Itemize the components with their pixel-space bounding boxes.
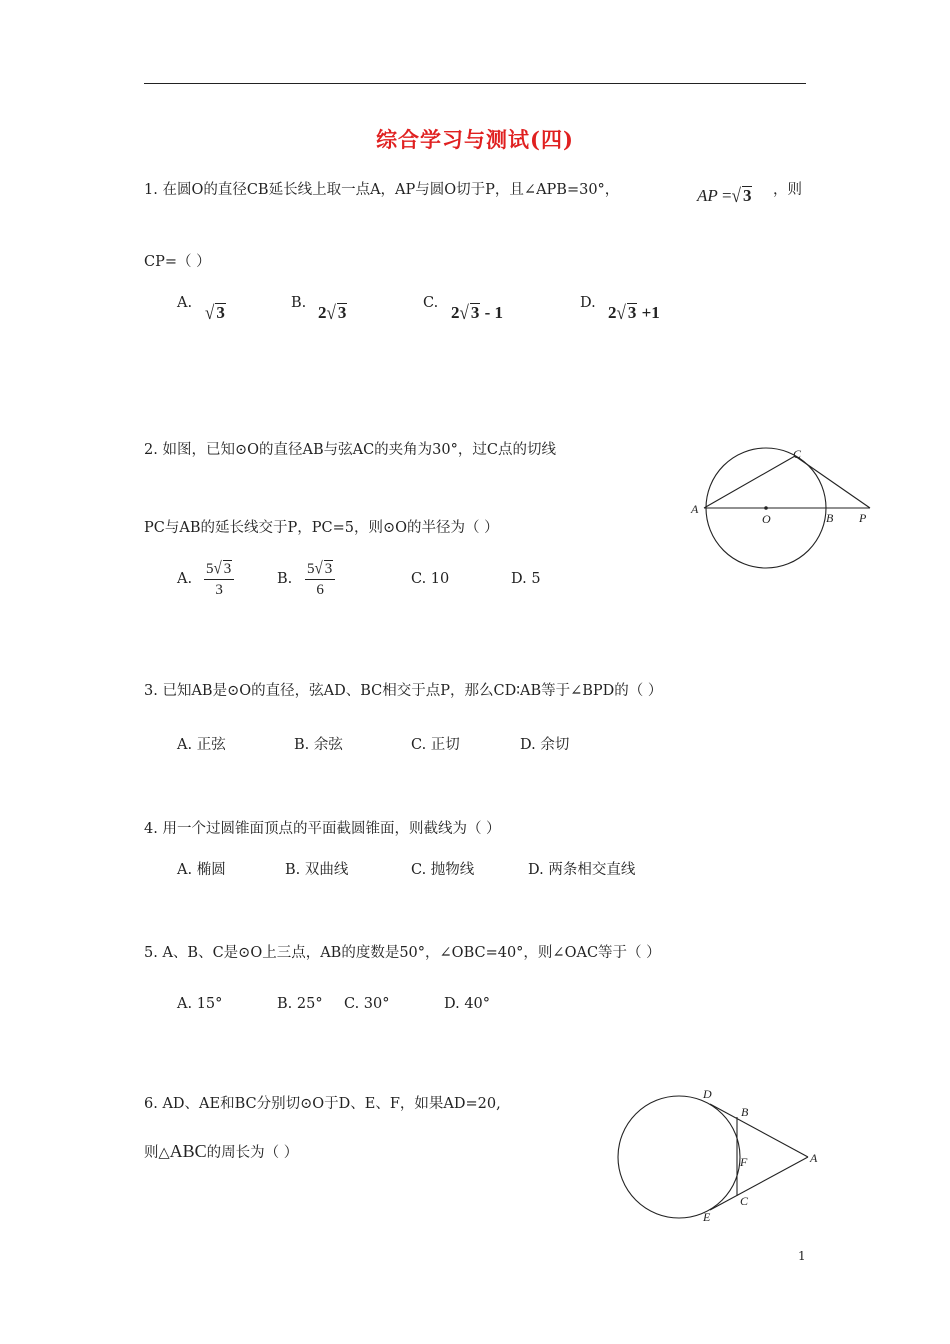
q2-option-b-num-radicand: 3 [324, 561, 333, 577]
q1-option-c-coef: 2 [451, 303, 460, 322]
q2-option-b-fraction [305, 560, 335, 599]
q2-option-a-den: 3 [215, 582, 223, 598]
q4-option-c: C. 抛物线 [411, 862, 475, 878]
q5-option-c: C. 30° [344, 996, 390, 1012]
q6-label-c: C [740, 1194, 749, 1208]
q5-option-b: B. 25° [277, 996, 323, 1012]
q6-label-d: D [703, 1087, 712, 1101]
q2-option-b-label: B. [277, 571, 293, 587]
q2-label-b: B [826, 511, 834, 525]
q1-given-lhs: AP [697, 186, 718, 205]
radical-sign: √ [731, 184, 741, 207]
q2-tangent-pc [795, 456, 870, 508]
q2-stem-line2: PC与AB的延长线交于P，PC=5，则⊙O的半径为（ ） [144, 520, 499, 536]
q2-option-a-fraction [204, 560, 234, 599]
q2-option-c: C. 10 [411, 571, 450, 587]
radical-sign: √ [616, 301, 626, 324]
q6-label-f: F [740, 1155, 748, 1169]
q6-stem-post: 的周长为（ ） [206, 1145, 299, 1161]
radical-sign: √ [314, 559, 323, 579]
q5-option-a: A. 15° [177, 996, 223, 1012]
q1-option-c-radicand: 3 [470, 303, 480, 322]
q1-option-b-coef: 2 [318, 303, 327, 322]
q6-figure [600, 1082, 840, 1232]
q3-stem: 3. 已知AB是⊙O的直径，弦AD、BC相交于点P，那么CD∶AB等于∠BPD的（ ） [144, 683, 663, 699]
radical-sign: √ [459, 301, 469, 324]
q4-option-d: D. 两条相交直线 [528, 862, 636, 878]
q2-option-a-num-radicand: 3 [223, 561, 232, 577]
radical-sign: √ [326, 301, 336, 324]
q1-option-d-value [608, 303, 660, 323]
q6-circle [618, 1096, 740, 1218]
q3-option-a: A. 正弦 [177, 737, 226, 753]
q6-label-a: A [810, 1151, 818, 1165]
q2-figure [680, 440, 880, 580]
q6-label-e: E [703, 1210, 711, 1224]
q1-option-d-radicand: 3 [627, 303, 637, 322]
q1-stem-line2: CP=（ ） [144, 254, 211, 270]
q6-stem-line2 [144, 1141, 298, 1162]
q6-label-b: B [741, 1105, 749, 1119]
q1-stem-line1 [144, 178, 619, 199]
q2-option-d: D. 5 [511, 571, 541, 587]
q3-option-c: C. 正切 [411, 737, 460, 753]
q2-label-a: A [691, 502, 699, 516]
q1-option-c-label: C. [423, 295, 439, 311]
q3-option-d: D. 余切 [520, 737, 570, 753]
q4-option-b: B. 双曲线 [285, 862, 349, 878]
q2-chord-ac [704, 456, 795, 508]
page-number: 1 [798, 1249, 806, 1263]
q1-option-a-radicand: 3 [216, 303, 225, 322]
q2-label-o: O [762, 512, 771, 526]
radical-sign: √ [213, 559, 222, 579]
q2-option-a-label: A. [177, 571, 193, 587]
header-rule [144, 83, 806, 84]
q1-given-eq: = [722, 186, 732, 205]
q2-option-a-num-coef: 5 [206, 561, 214, 577]
q5-stem: 5. A、B、C是⊙O上三点，AB的度数是50°，∠OBC=40°，则∠OAC等于（ ） [144, 945, 661, 961]
q1-option-d-tail: +1 [637, 303, 660, 322]
page-title: 综合学习与测试(四) [376, 127, 574, 152]
q4-stem: 4. 用一个过圆锥面顶点的平面截圆锥面，则截线为（ ） [144, 821, 501, 837]
q2-label-c: C [793, 447, 802, 461]
radical-sign: √ [205, 301, 215, 324]
q1-option-c-value [451, 303, 503, 323]
q6-triangle-name: ABC [169, 1141, 207, 1161]
q1-stem-text: 1. 在圆O的直径CB延长线上取一点A，AP与圆O切于P，且∠APB=30°， [144, 182, 620, 198]
q2-option-b-num-coef: 5 [307, 561, 315, 577]
q1-stem-end: ，则 [773, 182, 802, 198]
q2-stem-line1: 2. 如图，已知⊙O的直径AB与弦AC的夹角为30°，过C点的切线 [144, 442, 556, 458]
q6-stem-line1: 6. AD、AE和BC分别切⊙O于D、E、F，如果AD=20, [144, 1096, 501, 1112]
q1-given-radicand: 3 [742, 186, 752, 205]
q1-option-b-value [318, 303, 347, 323]
q1-option-b-radicand: 3 [337, 303, 347, 322]
q6-stem-pre: 则△ [144, 1145, 170, 1161]
q5-option-d: D. 40° [444, 996, 491, 1012]
q1-option-a-value [205, 303, 226, 323]
q1-option-d-label: D. [580, 295, 596, 311]
q6-tangent-ae [710, 1157, 808, 1210]
q1-option-a-label: A. [177, 295, 193, 311]
q1-option-b-label: B. [291, 295, 307, 311]
q1-option-d-coef: 2 [608, 303, 617, 322]
q2-option-b-den: 6 [316, 582, 324, 598]
q4-option-a: A. 椭圆 [177, 862, 226, 878]
q6-tangent-ad [710, 1104, 808, 1157]
q1-option-c-tail: - 1 [480, 303, 504, 322]
q1-given-expression [697, 186, 752, 206]
q3-option-b: B. 余弦 [294, 737, 343, 753]
q2-center-dot [764, 506, 768, 510]
q2-label-p: P [859, 511, 867, 525]
